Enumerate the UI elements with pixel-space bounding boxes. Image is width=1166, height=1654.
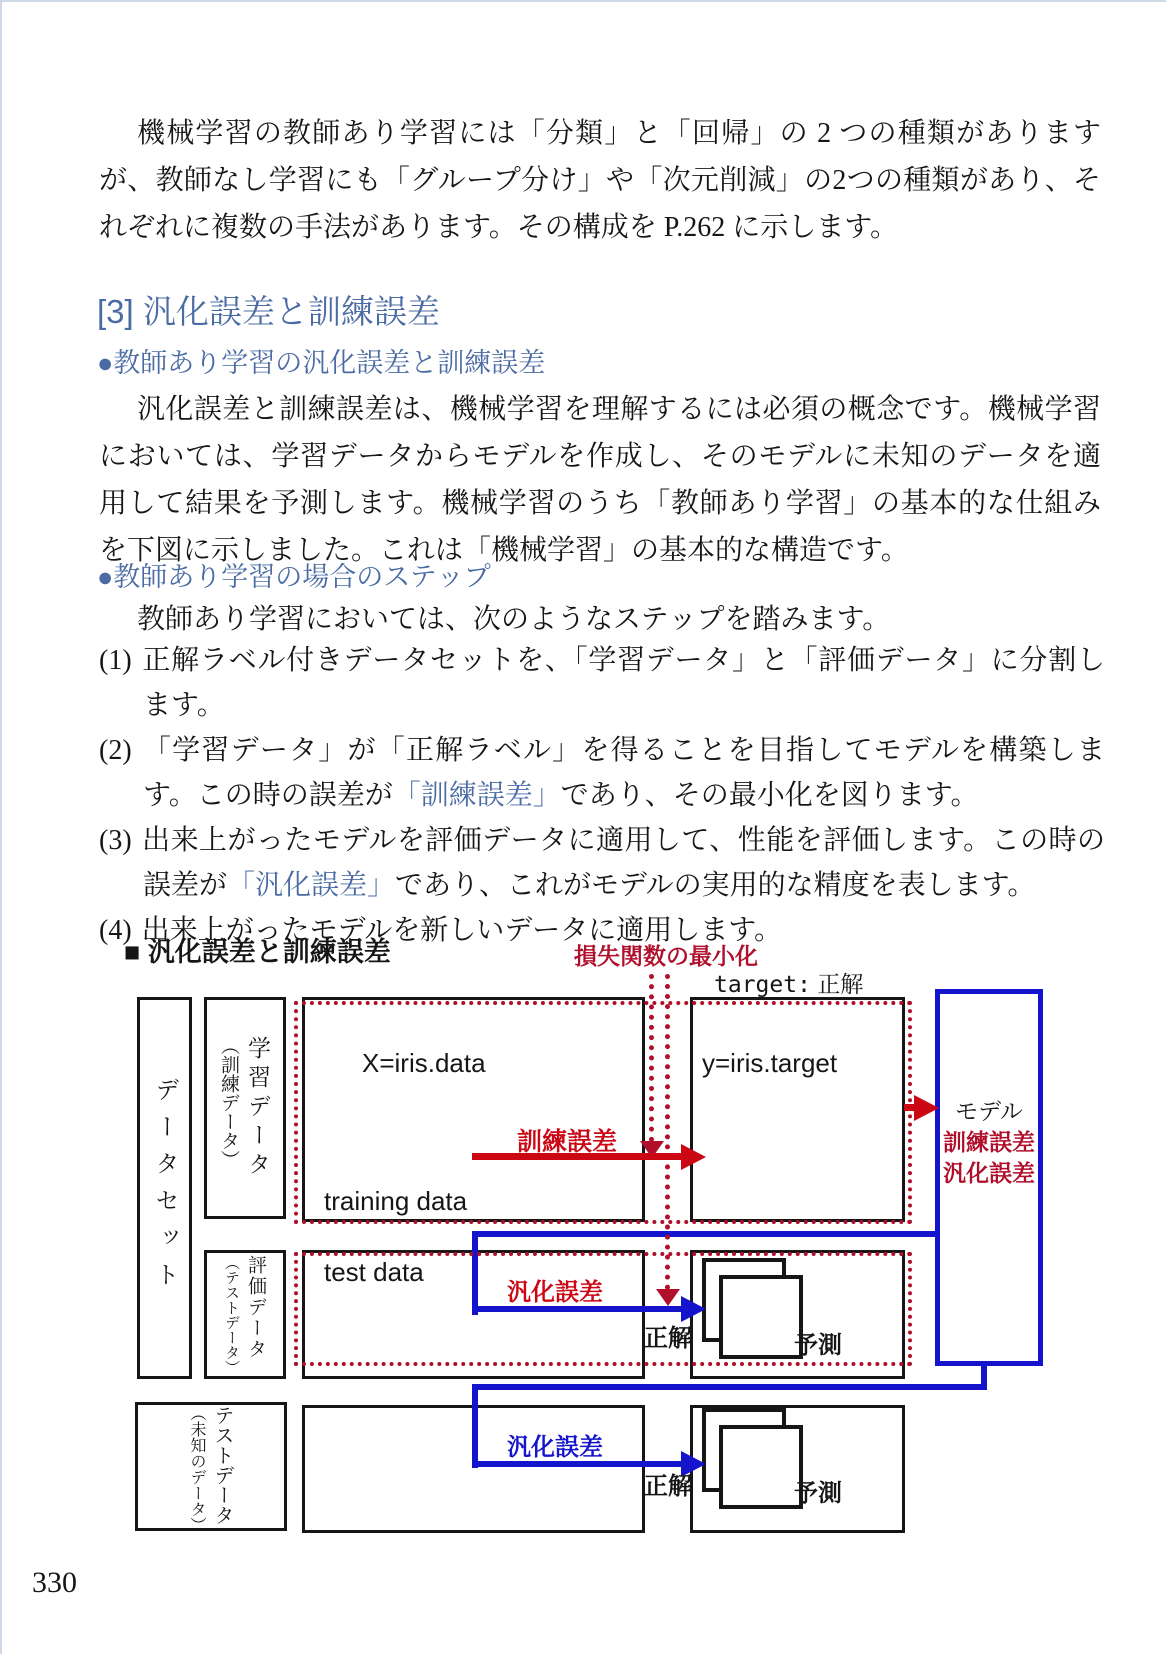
- eval-data-box-line2: （テストデータ）: [223, 1254, 240, 1375]
- gen-error-mid-label: 汎化誤差: [507, 1279, 603, 1306]
- bottom-predict-label: 予測: [794, 1480, 842, 1507]
- eval-data-box-inner: [207, 1253, 283, 1376]
- training-data-box-text: [215, 1036, 275, 1181]
- step-1-marker: (1): [99, 645, 132, 676]
- gen-error-bottom-line-top: [472, 1384, 987, 1390]
- step-3-marker: (3): [99, 825, 132, 856]
- section-heading: [3] 汎化誤差と訓練誤差: [97, 293, 440, 330]
- step-3: [99, 818, 1105, 908]
- model-train-error-label: 訓練誤差: [943, 1129, 1035, 1155]
- target-label: [714, 966, 863, 999]
- step-4-text: 出来上がったモデルを新しいデータに適用します。: [141, 915, 783, 946]
- dataset-box: [137, 997, 192, 1379]
- loss-feedback-line-test: [665, 974, 670, 1290]
- subheading-steps: ●教師あり学習の場合のステップ: [97, 562, 491, 592]
- unknown-data-box-line1: テストデータ: [211, 1405, 233, 1525]
- loss-feedback-line-train: [649, 974, 654, 1142]
- train-error-arrowhead: [681, 1144, 706, 1170]
- eval-data-box-text: [221, 1255, 269, 1375]
- model-label: モデル: [955, 1098, 1023, 1124]
- gen-error-bottom-label: 汎化誤差: [507, 1434, 603, 1461]
- step-2: [99, 728, 1105, 818]
- model-input-arrowhead: [914, 1095, 939, 1121]
- step-3-tail: であり、これがモデルの実用的な精度を表します。: [395, 870, 1036, 901]
- step-2-term: 「訓練誤差」: [392, 780, 561, 811]
- training-data-box-line1: 学習データ: [245, 1035, 271, 1181]
- training-data-box-inner: [207, 1000, 283, 1216]
- model-box: [935, 989, 1043, 1366]
- intro-paragraph: 機械学習の教師あり学習には「分類」と「回帰」の 2 つの種類がありますが、教師なし学習にも「グループ分け」や「次元削減」の2つの種類があり、それぞれに複数の手法があります。その構成を P.262 に示します。: [99, 118, 1101, 243]
- steps-intro: 教師あり学習においては、次のようなステップを踏みます。: [137, 604, 891, 635]
- dataset-label: データセット: [151, 1077, 178, 1299]
- training-data-caption: training data: [324, 1186, 468, 1216]
- step-1: [99, 638, 1105, 728]
- step-4-marker: (4): [99, 915, 132, 946]
- steps-list: [99, 638, 1105, 953]
- step-2-tail: であり、その最小化を図ります。: [560, 780, 979, 811]
- mid-predict-label: 予測: [794, 1332, 842, 1359]
- step-3-term: 「汎化誤差」: [227, 870, 396, 901]
- unknown-data-box-line2: （未知のデータ）: [188, 1405, 205, 1533]
- unknown-data-box: [135, 1402, 287, 1531]
- test-data-caption: test data: [324, 1257, 424, 1287]
- train-error-arrow-label: 訓練誤差: [517, 1128, 618, 1156]
- gen-error-bottom-line-vert: [472, 1384, 478, 1468]
- model-gen-error-label: 汎化誤差: [943, 1160, 1035, 1186]
- loss-feedback-arrowhead-test: [656, 1289, 680, 1306]
- step-3-text: 出来上がったモデルを評価データに適用して、性能を評価します。この時の誤差が: [141, 825, 1105, 901]
- y-target-label: y=iris.target: [702, 1048, 838, 1078]
- loss-minimization-label: 損失関数の最小化: [574, 943, 758, 969]
- mid-answer-label: 正解: [644, 1325, 692, 1352]
- target-value: 正解: [817, 971, 864, 997]
- gen-error-mid-line-top: [472, 1231, 935, 1237]
- step-1-text: 正解ラベル付きデータセットを、「学習データ」と「評価データ」に分割します。: [141, 645, 1105, 721]
- unknown-data-box-text: [185, 1405, 237, 1533]
- eval-data-box: [204, 1250, 286, 1379]
- page-number: 330: [32, 1566, 77, 1599]
- x-data-label: X=iris.data: [362, 1048, 486, 1078]
- target-prefix: target:: [714, 972, 811, 998]
- section-paragraph: 汎化誤差と訓練誤差は、機械学習を理解するには必須の概念です。機械学習においては、学習データからモデルを作成し、そのモデルに未知のデータを適用して結果を予測します。機械学習のうち「教師あり学習」の基本的な仕組みを下図に示しました。これは「機械学習」の基本的な構造です。: [99, 394, 1101, 566]
- unknown-data-box-inner: [138, 1405, 284, 1533]
- bottom-answer-label: 正解: [644, 1473, 692, 1500]
- dataset-box-inner: [140, 1000, 189, 1376]
- figure-title: ■ 汎化誤差と訓練誤差: [124, 937, 391, 967]
- subheading-generalization: ●教師あり学習の汎化誤差と訓練誤差: [97, 348, 546, 378]
- eval-data-box-line1: 評価データ: [245, 1254, 266, 1360]
- bottom-predict-square: [719, 1425, 803, 1509]
- step-2-text: 「学習データ」が「正解ラベル」を得ることを目指してモデルを構築します。この時の誤差が: [141, 735, 1105, 811]
- step-2-marker: (2): [99, 735, 132, 766]
- training-data-box-line2: （訓練データ）: [218, 1035, 239, 1169]
- training-data-box: [204, 997, 286, 1219]
